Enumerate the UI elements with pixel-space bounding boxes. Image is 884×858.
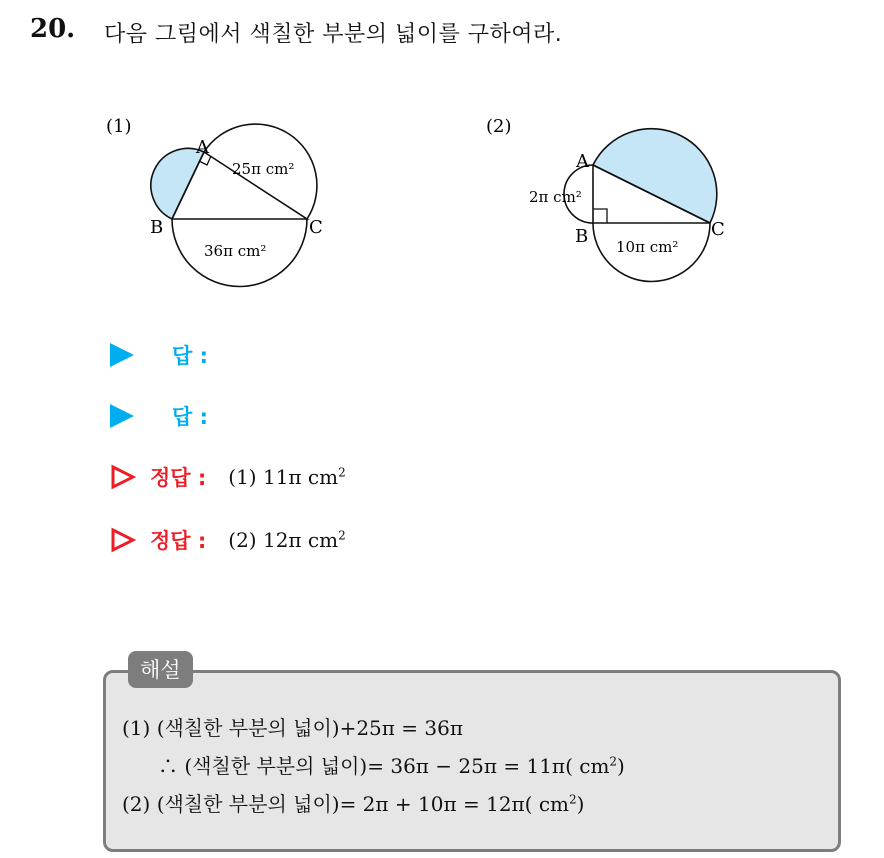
outline-triangle-icon bbox=[110, 464, 136, 490]
figure-2-right-angle bbox=[593, 209, 607, 223]
figure-1-area-bc: 36π cm² bbox=[204, 242, 267, 260]
figure-2-shaded-region bbox=[593, 129, 717, 223]
figure-2-area-ab: 2π cm² bbox=[529, 188, 582, 206]
figure-2-point-c: C bbox=[711, 219, 725, 240]
figure-1-point-a: A bbox=[196, 137, 209, 158]
play-triangle-icon bbox=[110, 343, 134, 367]
figure-2-point-a: A bbox=[576, 151, 589, 172]
answer-row-2 bbox=[110, 401, 208, 431]
answer-row-1 bbox=[110, 340, 208, 370]
correct-value-2: (2) 12π $cm^2$ bbox=[228, 528, 346, 552]
solution-line-1: (1) (색칠한 부분의 넓이)+25π = 36π bbox=[122, 716, 463, 740]
correct-label-1: 정답 : bbox=[150, 466, 207, 490]
question-text: 다음 그림에서 색칠한 부분의 넓이를 구하여라. bbox=[104, 22, 563, 47]
figure-1 bbox=[100, 105, 340, 295]
figure-2 bbox=[478, 105, 738, 295]
figure-2-point-b: B bbox=[575, 226, 589, 247]
solution-line-3: (2) (색칠한 부분의 넓이)= 2π + 10π = 12π( $cm^2$) bbox=[122, 792, 585, 816]
outline-triangle-icon bbox=[110, 527, 136, 553]
figure-2-area-bc: 10π cm² bbox=[616, 238, 679, 256]
figure-1-point-c: C bbox=[309, 217, 323, 238]
answer-label-2: 답 : bbox=[172, 405, 208, 429]
solution-line-2: ∴ (색칠한 부분의 넓이)= 36π − 25π = 11π( $cm^2$) bbox=[158, 754, 625, 778]
correct-value-1: (1) 11π $cm^2$ bbox=[228, 465, 346, 489]
figure-1-label: (1) bbox=[106, 116, 132, 137]
answer-label-1: 답 : bbox=[172, 344, 208, 368]
figure-1-point-b: B bbox=[150, 217, 164, 238]
solution-tab: 해설 bbox=[128, 651, 193, 688]
question-number: 20. bbox=[30, 14, 76, 44]
figure-1-area-ac: 25π cm² bbox=[232, 160, 295, 178]
correct-answer-row-1 bbox=[110, 462, 346, 492]
play-triangle-icon bbox=[110, 404, 134, 428]
correct-answer-row-2 bbox=[110, 525, 346, 555]
correct-label-2: 정답 : bbox=[150, 529, 207, 553]
figure-2-label: (2) bbox=[486, 116, 512, 137]
